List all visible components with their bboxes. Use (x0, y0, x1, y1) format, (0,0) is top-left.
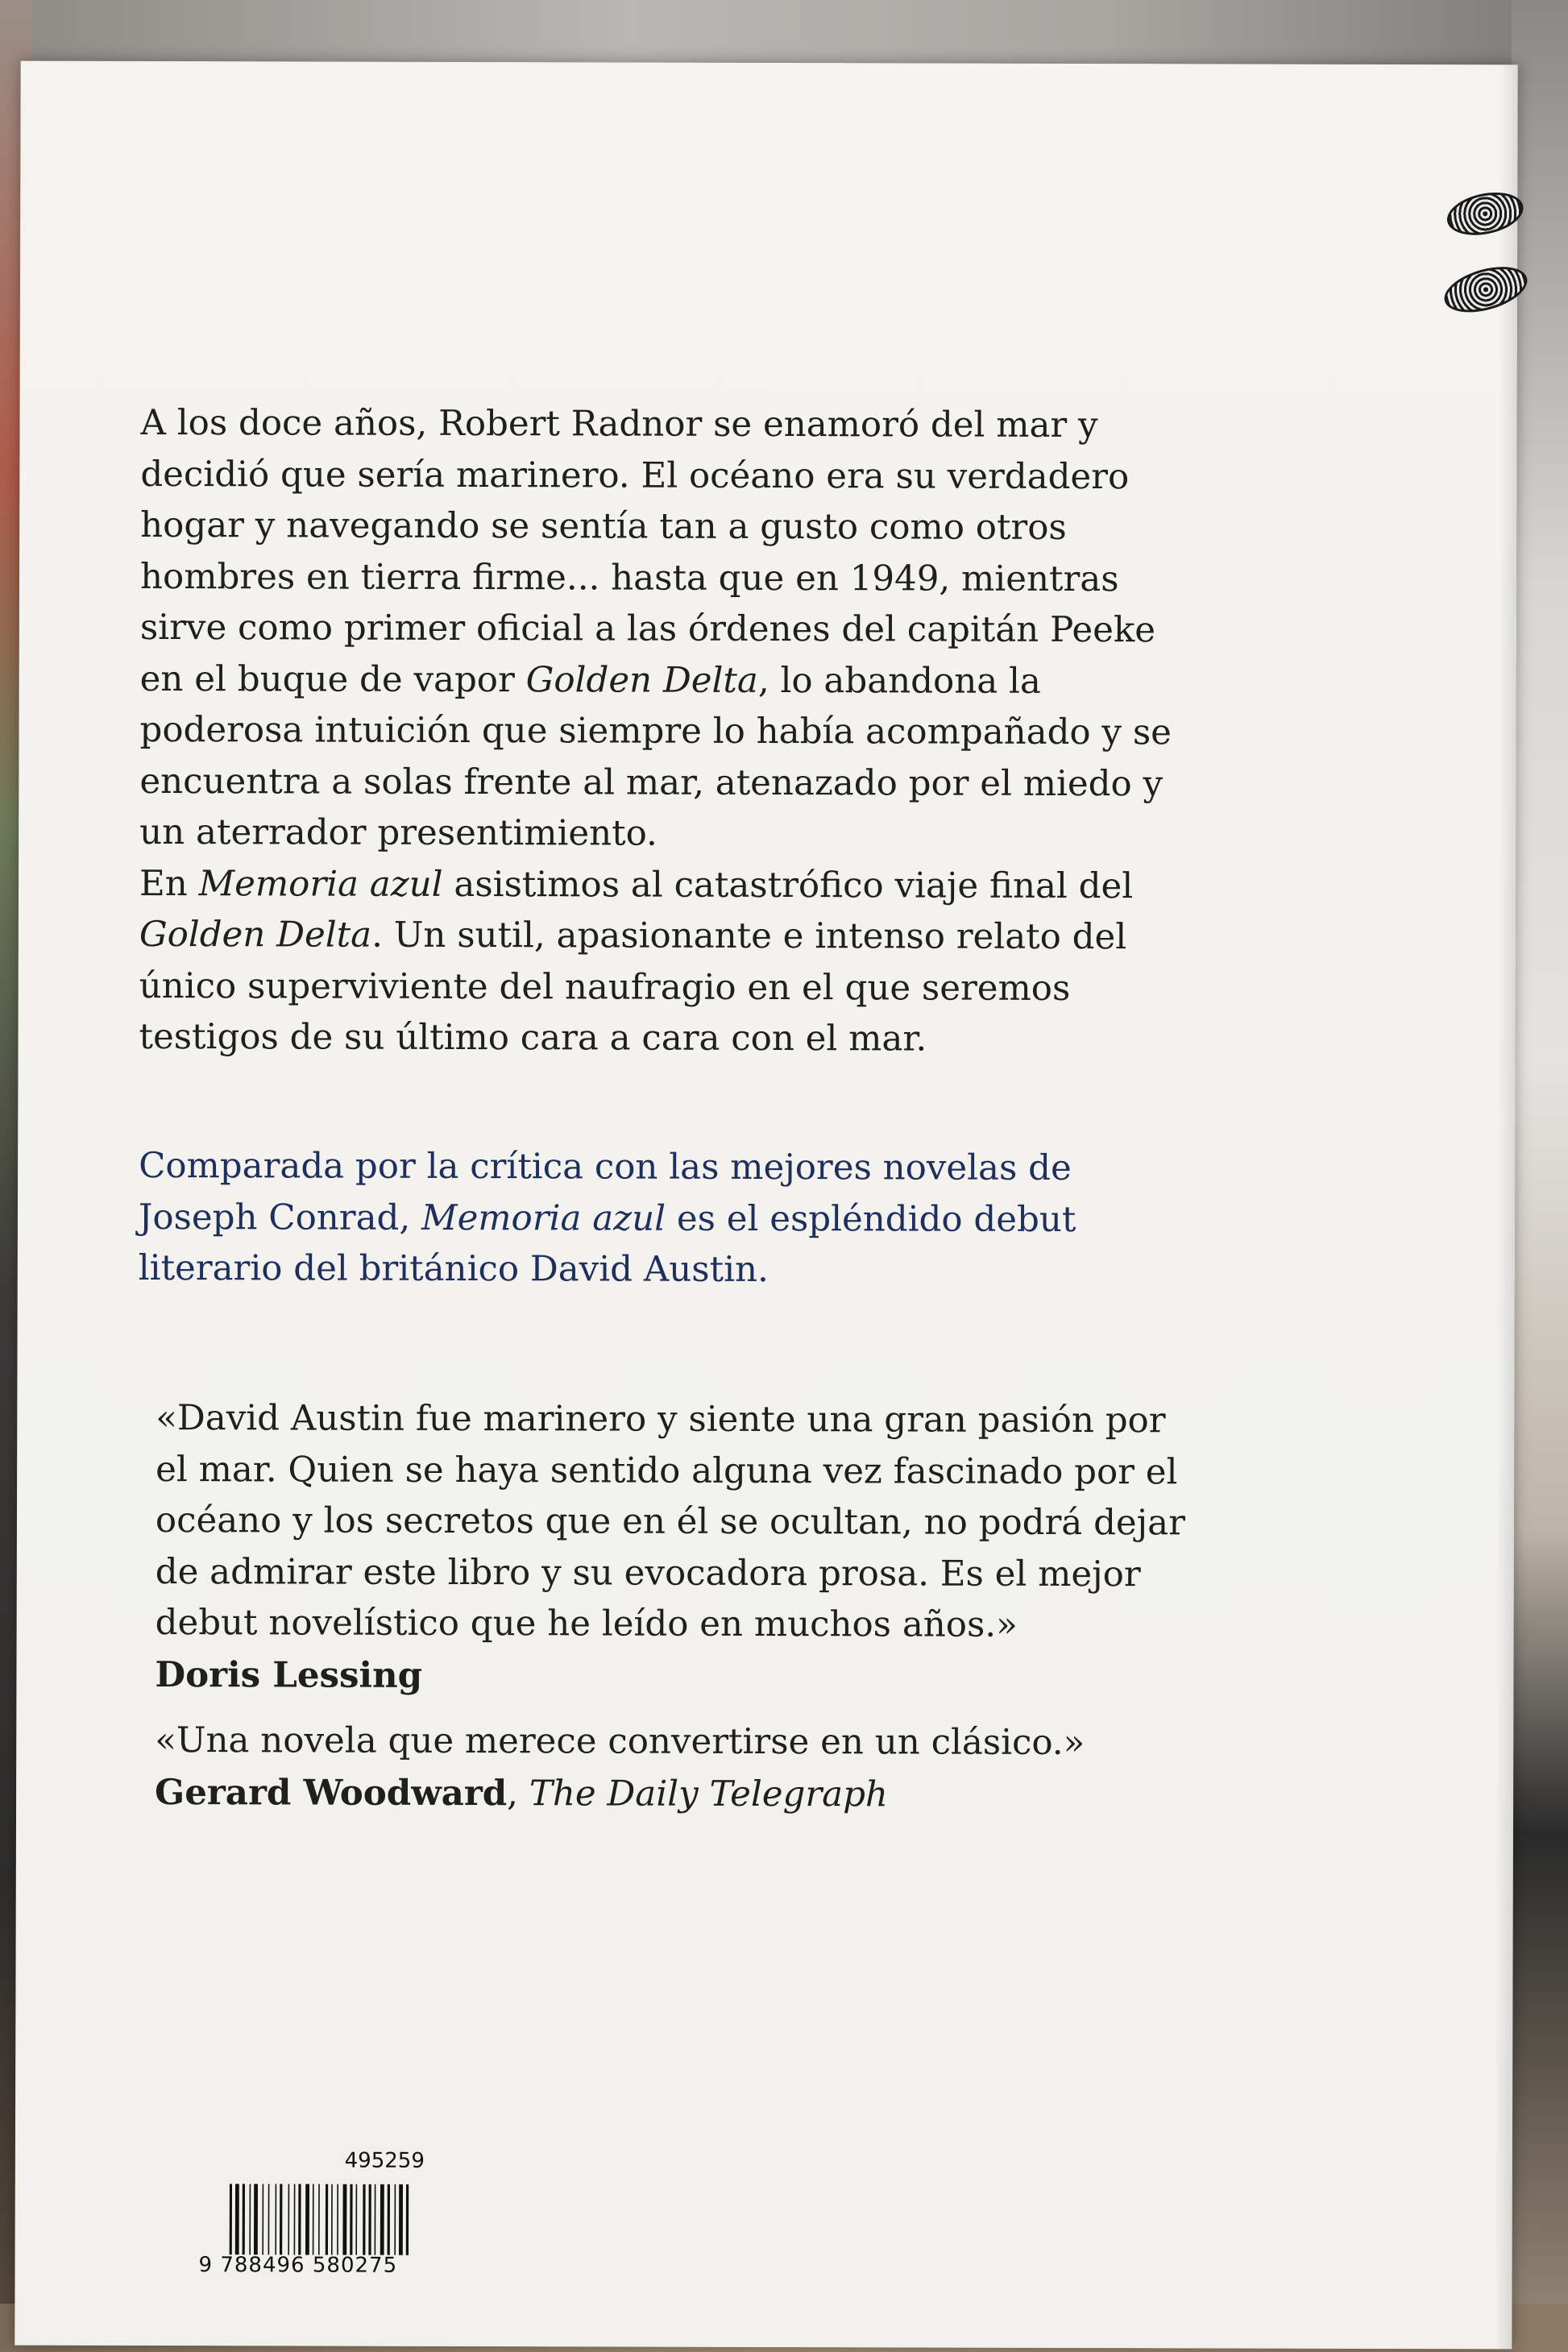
attribution-line (155, 1767, 1283, 1822)
book-title: Memoria azul (198, 863, 443, 905)
blurb-paragraph (139, 1141, 1267, 1297)
text-line: testigos de su último cara a cara con el mar. (139, 1016, 927, 1060)
barcode-bar (313, 2184, 314, 2255)
text-fragment: En (139, 863, 199, 904)
barcode-bar (331, 2184, 333, 2255)
barcode-bar (399, 2184, 403, 2255)
text-line: «Una novela que merece convertirse en un clásico.» (155, 1720, 1085, 1764)
barcode-bar (375, 2184, 376, 2255)
barcode (198, 2148, 449, 2278)
text-line: debut novelístico que he leído en muchos años.» (155, 1603, 1018, 1645)
barcode-bar (288, 2184, 289, 2255)
text-fragment: asistimos al catastrófico viaje final del (442, 864, 1134, 906)
barcode-bar (363, 2184, 365, 2255)
barcode-bar (243, 2184, 245, 2255)
ship-name: Golden Delta (139, 914, 372, 956)
separator: , (507, 1773, 529, 1814)
text-line: poderosa intuición que siempre lo había acompañado y se (139, 709, 1172, 753)
barcode-bar (262, 2184, 263, 2255)
text-line: de admirar este libro y su evocadora prosa. Es el mejor (155, 1551, 1141, 1595)
barcode-bar (294, 2184, 296, 2255)
text-line: hombres en tierra firme... hasta que en 1949, mientras (139, 556, 1119, 599)
barcode-bar (254, 2184, 258, 2255)
text-line: A los doce años, Robert Radnor se enamoró del mar y (140, 402, 1098, 446)
quote-source: The Daily Telegraph (529, 1773, 889, 1815)
text-line (140, 653, 1268, 707)
barcode-bar (388, 2184, 390, 2255)
barcode-bar (268, 2184, 270, 2255)
text-line: «David Austin fue marinero y siente una gran pasión por (156, 1398, 1166, 1441)
review-quote (155, 1393, 1284, 1703)
text-line: Comparada por la crítica con las mejores novelas de (139, 1145, 1072, 1188)
barcode-bar (355, 2184, 357, 2255)
text-fragment: Joseph Conrad, (138, 1197, 422, 1238)
text-line: único superviviente del naufragio en el que seremos (139, 965, 1071, 1009)
text-fragment: en el buque de vapor (139, 658, 526, 700)
review-quote (155, 1715, 1283, 1822)
text-line: océano y los secretos que en él se ocultan, no podrá dejar (155, 1500, 1185, 1544)
barcode-bar (275, 2184, 276, 2255)
barcode-bar (337, 2184, 338, 2255)
text-line (139, 1192, 1267, 1246)
barcode-bar (368, 2184, 371, 2255)
barcode-bar (298, 2184, 301, 2255)
background-right (1512, 0, 1568, 2352)
barcode-bar (305, 2184, 309, 2255)
barcode-bar (235, 2184, 239, 2255)
text-fragment: es el espléndido debut (665, 1198, 1076, 1240)
text-line: un aterrador presentimiento. (139, 811, 657, 854)
ship-name: Golden Delta (525, 659, 758, 701)
barcode-bars (230, 2184, 421, 2255)
synopsis-paragraph (139, 398, 1268, 1066)
barcode-bar (326, 2184, 328, 2255)
barcode-bar (249, 2184, 251, 2255)
barcode-bar (394, 2184, 396, 2255)
text-line: decidió que sería marinero. El océano era su verdadero (140, 454, 1130, 497)
quote-author: Doris Lessing (155, 1653, 423, 1696)
text-line (139, 910, 1267, 964)
isbn-number: 9 788496 580275 (198, 2253, 398, 2278)
barcode-bar (280, 2184, 282, 2255)
text-line: encuentra a solas frente al mar, atenazado por el miedo y (139, 761, 1164, 804)
book-back-cover (15, 61, 1517, 2350)
text-line: literario del británico David Austin. (138, 1247, 769, 1291)
quote-author: Gerard Woodward (155, 1771, 508, 1814)
barcode-bar (380, 2184, 384, 2255)
barcode-bar (406, 2184, 409, 2255)
barcode-code-top: 495259 (344, 2148, 425, 2173)
barcode-bar (342, 2184, 346, 2255)
book-title: Memoria azul (421, 1197, 666, 1239)
text-line (139, 858, 1267, 912)
barcode-bar (350, 2184, 352, 2255)
text-line: sirve como primer oficial a las órdenes del capitán Peeke (139, 607, 1156, 651)
text-line: hogar y navegando se sentía tan a gusto como otros (140, 504, 1067, 548)
barcode-bar (318, 2184, 320, 2255)
text-fragment: . Un sutil, apasionante e intenso relato del (371, 915, 1127, 958)
barcode-bar (230, 2184, 232, 2255)
text-line: el mar. Quien se haya sentido alguna vez fascinado por el (156, 1449, 1178, 1492)
text-fragment: , lo abandona la (757, 660, 1041, 702)
